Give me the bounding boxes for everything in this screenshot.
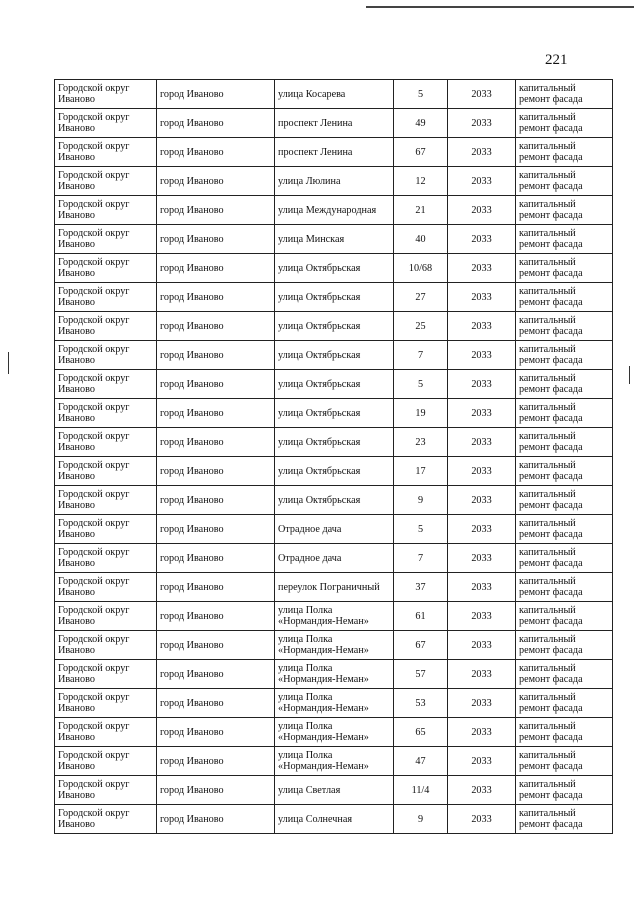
table-row (55, 399, 613, 428)
cell-city: город Иваново (157, 428, 275, 457)
table-row (55, 370, 613, 399)
cell-district: Городской округ Иваново (55, 747, 157, 776)
cell-work: капитальный ремонт фасада (516, 138, 613, 167)
cell-street: улица Косарева (275, 80, 394, 109)
right-margin-mark (629, 366, 630, 384)
cell-district: Городской округ Иваново (55, 805, 157, 834)
cell-city: город Иваново (157, 254, 275, 283)
cell-year: 2033 (448, 167, 516, 196)
cell-street: улица Полка «Нормандия-Неман» (275, 631, 394, 660)
cell-work: капитальный ремонт фасада (516, 631, 613, 660)
cell-work: капитальный ремонт фасада (516, 805, 613, 834)
cell-house: 7 (394, 341, 448, 370)
cell-district: Городской округ Иваново (55, 399, 157, 428)
cell-district: Городской округ Иваново (55, 718, 157, 747)
cell-district: Городской округ Иваново (55, 370, 157, 399)
cell-district: Городской округ Иваново (55, 602, 157, 631)
cell-street: улица Солнечная (275, 805, 394, 834)
cell-work: капитальный ремонт фасада (516, 747, 613, 776)
table-row (55, 805, 613, 834)
cell-street: проспект Ленина (275, 109, 394, 138)
top-rule (366, 6, 634, 8)
cell-work: капитальный ремонт фасада (516, 225, 613, 254)
cell-district: Городской округ Иваново (55, 544, 157, 573)
cell-house: 23 (394, 428, 448, 457)
cell-work: капитальный ремонт фасада (516, 602, 613, 631)
cell-district: Городской округ Иваново (55, 167, 157, 196)
cell-year: 2033 (448, 457, 516, 486)
cell-city: город Иваново (157, 805, 275, 834)
table-row (55, 747, 613, 776)
cell-city: город Иваново (157, 660, 275, 689)
cell-city: город Иваново (157, 312, 275, 341)
page-number: 221 (545, 52, 568, 68)
table-row (55, 167, 613, 196)
cell-street: улица Полка «Нормандия-Неман» (275, 602, 394, 631)
cell-city: город Иваново (157, 631, 275, 660)
cell-house: 61 (394, 602, 448, 631)
left-margin-mark (8, 352, 9, 374)
cell-street: Отрадное дача (275, 544, 394, 573)
cell-city: город Иваново (157, 486, 275, 515)
table-row (55, 573, 613, 602)
cell-district: Городской округ Иваново (55, 573, 157, 602)
cell-house: 57 (394, 660, 448, 689)
cell-year: 2033 (448, 515, 516, 544)
cell-house: 7 (394, 544, 448, 573)
cell-street: улица Октябрьская (275, 370, 394, 399)
cell-work: капитальный ремонт фасада (516, 457, 613, 486)
cell-work: капитальный ремонт фасада (516, 718, 613, 747)
cell-year: 2033 (448, 660, 516, 689)
cell-house: 21 (394, 196, 448, 225)
cell-work: капитальный ремонт фасада (516, 312, 613, 341)
cell-district: Городской округ Иваново (55, 631, 157, 660)
cell-street: Отрадное дача (275, 515, 394, 544)
table-row (55, 225, 613, 254)
cell-house: 12 (394, 167, 448, 196)
cell-city: город Иваново (157, 544, 275, 573)
cell-work: капитальный ремонт фасада (516, 167, 613, 196)
table-row (55, 254, 613, 283)
cell-district: Городской округ Иваново (55, 689, 157, 718)
table-row (55, 80, 613, 109)
cell-district: Городской округ Иваново (55, 515, 157, 544)
cell-city: город Иваново (157, 283, 275, 312)
cell-work: капитальный ремонт фасада (516, 399, 613, 428)
cell-city: город Иваново (157, 776, 275, 805)
cell-city: город Иваново (157, 718, 275, 747)
cell-street: улица Полка «Нормандия-Неман» (275, 660, 394, 689)
cell-year: 2033 (448, 544, 516, 573)
cell-city: город Иваново (157, 196, 275, 225)
table-row (55, 486, 613, 515)
cell-year: 2033 (448, 283, 516, 312)
cell-work: капитальный ремонт фасада (516, 689, 613, 718)
cell-street: проспект Ленина (275, 138, 394, 167)
cell-year: 2033 (448, 718, 516, 747)
table-row (55, 689, 613, 718)
cell-year: 2033 (448, 370, 516, 399)
cell-street: улица Октябрьская (275, 312, 394, 341)
cell-year: 2033 (448, 138, 516, 167)
cell-house: 37 (394, 573, 448, 602)
cell-street: улица Люлина (275, 167, 394, 196)
cell-year: 2033 (448, 109, 516, 138)
cell-street: улица Октябрьская (275, 428, 394, 457)
cell-house: 11/4 (394, 776, 448, 805)
table-row (55, 718, 613, 747)
cell-city: город Иваново (157, 573, 275, 602)
table-row (55, 138, 613, 167)
table-row (55, 428, 613, 457)
cell-year: 2033 (448, 805, 516, 834)
cell-district: Городской округ Иваново (55, 341, 157, 370)
cell-work: капитальный ремонт фасада (516, 109, 613, 138)
cell-city: город Иваново (157, 689, 275, 718)
cell-work: капитальный ремонт фасада (516, 660, 613, 689)
cell-work: капитальный ремонт фасада (516, 80, 613, 109)
cell-year: 2033 (448, 776, 516, 805)
cell-work: капитальный ремонт фасада (516, 283, 613, 312)
table-row (55, 283, 613, 312)
cell-district: Городской округ Иваново (55, 312, 157, 341)
cell-district: Городской округ Иваново (55, 428, 157, 457)
cell-work: капитальный ремонт фасада (516, 573, 613, 602)
cell-work: капитальный ремонт фасада (516, 515, 613, 544)
cell-house: 9 (394, 805, 448, 834)
cell-work: капитальный ремонт фасада (516, 776, 613, 805)
cell-house: 9 (394, 486, 448, 515)
cell-street: переулок Пограничный (275, 573, 394, 602)
cell-district: Городской округ Иваново (55, 138, 157, 167)
cell-city: город Иваново (157, 457, 275, 486)
cell-house: 65 (394, 718, 448, 747)
cell-street: улица Полка «Нормандия-Неман» (275, 689, 394, 718)
cell-year: 2033 (448, 631, 516, 660)
table-row (55, 109, 613, 138)
cell-year: 2033 (448, 573, 516, 602)
cell-year: 2033 (448, 196, 516, 225)
table-body (55, 80, 613, 834)
cell-year: 2033 (448, 602, 516, 631)
cell-district: Городской округ Иваново (55, 776, 157, 805)
cell-house: 67 (394, 631, 448, 660)
cell-city: город Иваново (157, 515, 275, 544)
cell-city: город Иваново (157, 109, 275, 138)
cell-street: улица Светлая (275, 776, 394, 805)
cell-year: 2033 (448, 225, 516, 254)
cell-house: 5 (394, 370, 448, 399)
cell-street: улица Октябрьская (275, 283, 394, 312)
cell-house: 40 (394, 225, 448, 254)
cell-district: Городской округ Иваново (55, 457, 157, 486)
cell-city: город Иваново (157, 399, 275, 428)
cell-city: город Иваново (157, 341, 275, 370)
cell-house: 49 (394, 109, 448, 138)
cell-city: город Иваново (157, 747, 275, 776)
table-row (55, 660, 613, 689)
cell-city: город Иваново (157, 370, 275, 399)
cell-city: город Иваново (157, 80, 275, 109)
cell-year: 2033 (448, 428, 516, 457)
cell-district: Городской округ Иваново (55, 109, 157, 138)
cell-house: 17 (394, 457, 448, 486)
cell-house: 5 (394, 515, 448, 544)
cell-district: Городской округ Иваново (55, 254, 157, 283)
table-row (55, 631, 613, 660)
cell-house: 5 (394, 80, 448, 109)
table-row (55, 602, 613, 631)
cell-year: 2033 (448, 689, 516, 718)
cell-year: 2033 (448, 254, 516, 283)
cell-city: город Иваново (157, 138, 275, 167)
repair-registry-table (54, 79, 613, 834)
table-row (55, 457, 613, 486)
cell-district: Городской округ Иваново (55, 225, 157, 254)
cell-work: капитальный ремонт фасада (516, 486, 613, 515)
cell-street: улица Октябрьская (275, 399, 394, 428)
table-row (55, 515, 613, 544)
table-row (55, 776, 613, 805)
cell-house: 27 (394, 283, 448, 312)
cell-house: 47 (394, 747, 448, 776)
cell-work: капитальный ремонт фасада (516, 544, 613, 573)
cell-year: 2033 (448, 80, 516, 109)
cell-house: 53 (394, 689, 448, 718)
cell-year: 2033 (448, 747, 516, 776)
cell-year: 2033 (448, 486, 516, 515)
cell-year: 2033 (448, 399, 516, 428)
cell-city: город Иваново (157, 602, 275, 631)
cell-street: улица Октябрьская (275, 457, 394, 486)
cell-district: Городской округ Иваново (55, 80, 157, 109)
table-row (55, 196, 613, 225)
table-row (55, 544, 613, 573)
cell-work: капитальный ремонт фасада (516, 196, 613, 225)
cell-house: 10/68 (394, 254, 448, 283)
cell-work: капитальный ремонт фасада (516, 341, 613, 370)
cell-district: Городской округ Иваново (55, 283, 157, 312)
cell-district: Городской округ Иваново (55, 660, 157, 689)
cell-work: капитальный ремонт фасада (516, 370, 613, 399)
cell-street: улица Октябрьская (275, 486, 394, 515)
cell-street: улица Октябрьская (275, 254, 394, 283)
cell-district: Городской округ Иваново (55, 196, 157, 225)
cell-street: улица Полка «Нормандия-Неман» (275, 747, 394, 776)
cell-house: 67 (394, 138, 448, 167)
cell-street: улица Международная (275, 196, 394, 225)
cell-street: улица Октябрьская (275, 341, 394, 370)
cell-district: Городской округ Иваново (55, 486, 157, 515)
cell-city: город Иваново (157, 225, 275, 254)
cell-house: 19 (394, 399, 448, 428)
cell-street: улица Минская (275, 225, 394, 254)
cell-work: капитальный ремонт фасада (516, 254, 613, 283)
cell-house: 25 (394, 312, 448, 341)
table-row (55, 341, 613, 370)
cell-year: 2033 (448, 341, 516, 370)
cell-work: капитальный ремонт фасада (516, 428, 613, 457)
cell-street: улица Полка «Нормандия-Неман» (275, 718, 394, 747)
cell-year: 2033 (448, 312, 516, 341)
cell-city: город Иваново (157, 167, 275, 196)
table-row (55, 312, 613, 341)
